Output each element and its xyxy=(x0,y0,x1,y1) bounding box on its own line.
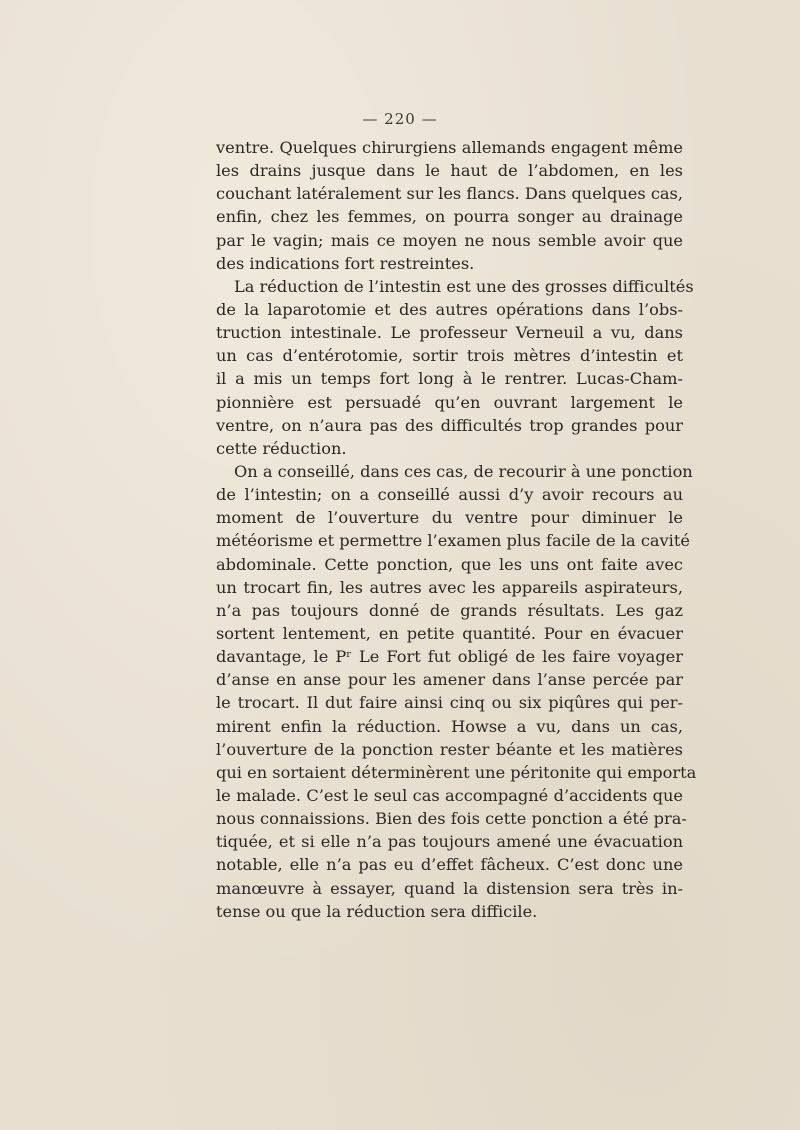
text-line: qui en sortaient déterminèrent une péritonite qui emporta xyxy=(216,762,697,782)
text-line: ventre. Quelques chirurgiens allemands engagent même xyxy=(216,138,683,157)
paragraph xyxy=(216,136,683,275)
paragraph xyxy=(216,275,694,460)
text-line: ventre, on n’aura pas des difficultés trop grandes pour xyxy=(216,415,683,435)
text-line: d’anse en anse pour les amener dans l’anse percée par xyxy=(216,670,683,690)
text-line: truction intestinale. Le professeur Verneuil a vu, dans xyxy=(216,323,683,343)
text-line: par le vagin; mais ce moyen ne nous semble avoir que xyxy=(216,230,683,250)
text-line: sortent lentement, en petite quantité. Pour en évacuer xyxy=(216,623,683,643)
text-line: de la laparotomie et des autres opérations dans l’obs- xyxy=(216,299,683,319)
text-line: l’ouverture de la ponction rester béante et les matières xyxy=(216,739,683,759)
text-line: mirent enfin la réduction. Howse a vu, dans un cas, xyxy=(216,716,683,736)
text-line: On a conseillé, dans ces cas, de recourir à une ponction xyxy=(234,461,693,481)
text-line: n’a pas toujours donné de grands résultats. Les gaz xyxy=(216,600,683,620)
text-line: un cas d’entérotomie, sortir trois mètres d’intestin et xyxy=(216,346,683,366)
page-number: — 220 — xyxy=(362,110,438,128)
paragraph xyxy=(216,460,697,923)
text-line: abdominale. Cette ponction, que les uns ont faite avec xyxy=(216,554,683,574)
text-line: La réduction de l’intestin est une des grosses difficultés xyxy=(234,276,694,296)
text-line: pionnière est persuadé qu’en ouvrant largement le xyxy=(216,392,683,412)
body-text xyxy=(216,136,697,923)
text-line: un trocart fin, les autres avec les appareils aspirateurs, xyxy=(216,577,683,597)
text-line: nous connaissions. Bien des fois cette ponction a été pra- xyxy=(216,809,687,829)
text-line: enfin, chez les femmes, on pourra songer au drainage xyxy=(216,207,683,227)
text-line: de l’intestin; on a conseillé aussi d’y avoir recours au xyxy=(216,485,683,505)
text-line: les drains jusque dans le haut de l’abdomen, en les xyxy=(216,161,683,181)
text-line: couchant latéralement sur les flancs. Dans quelques cas, xyxy=(216,184,683,204)
text-line: manœuvre à essayer, quand la distension sera très in- xyxy=(216,878,683,898)
text-line: des indications fort restreintes. xyxy=(216,253,475,273)
text-line: notable, elle n’a pas eu d’effet fâcheux. C’est donc une xyxy=(216,855,683,875)
text-line: il a mis un temps fort long à le rentrer. Lucas-Cham- xyxy=(216,369,683,389)
text-line: le trocart. Il dut faire ainsi cinq ou six piqûres qui per- xyxy=(216,693,683,713)
text-line: le malade. C’est le seul cas accompagné d’accidents que xyxy=(216,785,683,805)
text-line: tiquée, et si elle n’a pas toujours amené une évacuation xyxy=(216,832,683,852)
text-line: moment de l’ouverture du ventre pour diminuer le xyxy=(216,508,683,528)
text-line: tense ou que la réduction sera difficile. xyxy=(216,901,538,921)
text-line: davantage, le Pʳ Le Fort fut obligé de les faire voyager xyxy=(216,647,683,667)
text-line: cette réduction. xyxy=(216,438,347,458)
text-line: météorisme et permettre l’examen plus facile de la cavité xyxy=(216,531,690,551)
